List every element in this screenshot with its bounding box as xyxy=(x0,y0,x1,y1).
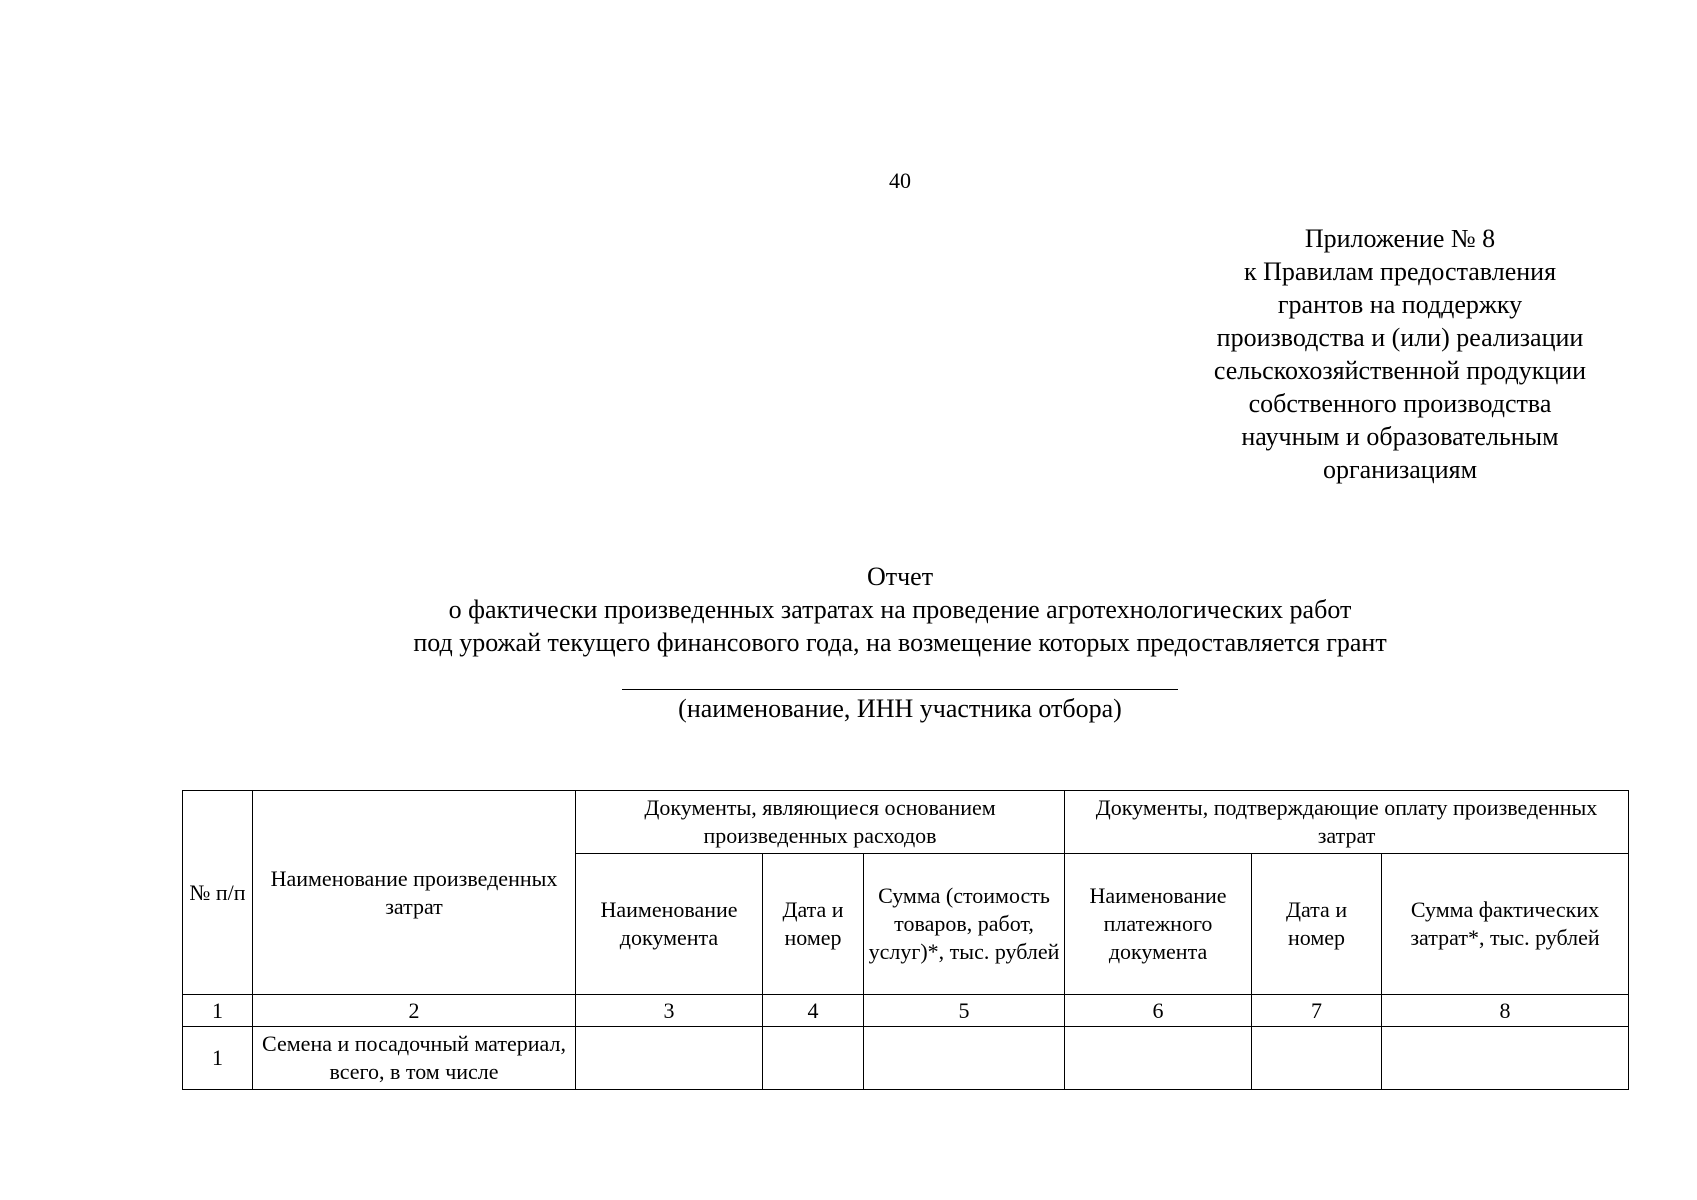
cost-name-cell: Семена и посадочный материал, всего, в том числе xyxy=(253,1027,576,1090)
header-document-sum: Сумма (стоимость товаров, работ, услуг)*, тыс. рублей xyxy=(864,854,1065,995)
column-number: 5 xyxy=(864,995,1065,1027)
payment-date-cell xyxy=(1252,1027,1382,1090)
column-number: 7 xyxy=(1252,995,1382,1027)
column-number: 4 xyxy=(763,995,864,1027)
header-group-basis-documents: Документы, являющиеся основанием произведенных расходов xyxy=(576,791,1065,854)
appendix-line: грантов на поддержку xyxy=(1277,290,1523,319)
column-number: 1 xyxy=(183,995,253,1027)
payment-document-name-cell xyxy=(1065,1027,1252,1090)
header-document-date-number: Дата и номер xyxy=(763,854,864,995)
document-sum-cell xyxy=(864,1027,1065,1090)
report-table xyxy=(182,790,1629,1090)
document-date-cell xyxy=(763,1027,864,1090)
report-heading xyxy=(0,560,1697,659)
appendix-line: сельскохозяйственной продукции xyxy=(1213,356,1587,385)
column-number: 8 xyxy=(1382,995,1629,1027)
table-row xyxy=(183,1027,1629,1090)
report-subtitle-line: о фактически произведенных затратах на проведение агротехнологических работ xyxy=(448,595,1352,624)
report-subtitle-line: под урожай текущего финансового года, на возмещение которых предоставляется грант xyxy=(413,628,1387,657)
row-number-cell: 1 xyxy=(183,1027,253,1090)
header-actual-costs-sum: Сумма фактических затрат*, тыс. рублей xyxy=(1382,854,1629,995)
participant-caption: (наименование, ИНН участника отбора) xyxy=(678,694,1122,723)
header-payment-document-name: Наименование платежного документа xyxy=(1065,854,1252,995)
appendix-line: к Правилам предоставления xyxy=(1243,257,1557,286)
appendix-block xyxy=(1170,222,1630,486)
appendix-line: организациям xyxy=(1322,455,1478,484)
appendix-line: Приложение № 8 xyxy=(1304,224,1496,253)
column-number: 3 xyxy=(576,995,763,1027)
header-group-payment-documents: Документы, подтверждающие оплату произведенных затрат xyxy=(1065,791,1629,854)
report-title: Отчет xyxy=(866,562,934,591)
document-name-cell xyxy=(576,1027,763,1090)
column-number-row xyxy=(183,995,1629,1027)
header-payment-date-number: Дата и номер xyxy=(1252,854,1382,995)
appendix-line: собственного производства xyxy=(1248,389,1552,418)
header-cost-name: Наименование произведенных затрат xyxy=(253,791,576,995)
participant-fill-line xyxy=(622,689,1178,690)
page-number: 40 xyxy=(889,168,911,193)
appendix-line: научным и образовательным xyxy=(1241,422,1559,451)
actual-costs-sum-cell xyxy=(1382,1027,1629,1090)
header-document-name: Наименование документа xyxy=(576,854,763,995)
column-number: 2 xyxy=(253,995,576,1027)
header-number: № п/п xyxy=(183,791,253,995)
column-number: 6 xyxy=(1065,995,1252,1027)
appendix-line: производства и (или) реализации xyxy=(1216,323,1584,352)
